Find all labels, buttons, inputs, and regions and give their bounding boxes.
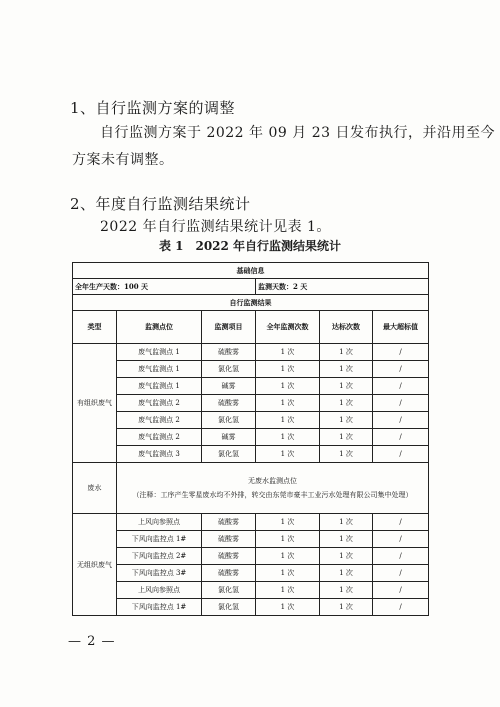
cell-max: / (373, 412, 429, 429)
cell-compliant: 1 次 (320, 429, 373, 446)
cell-point: 上风向参照点 (117, 582, 202, 599)
wastewater-line1: 无废水监测点位 (248, 477, 297, 485)
cell-max: / (373, 531, 429, 548)
table-row (73, 463, 429, 514)
cell-max: / (373, 446, 429, 463)
cell-count: 1 次 (256, 446, 320, 463)
cell-item: 硫酸雾 (202, 565, 256, 582)
unorganized-type-label: 无组织废气 (73, 514, 117, 616)
cell-max: / (373, 599, 429, 616)
table-row (73, 378, 429, 395)
cell-count: 1 次 (256, 361, 320, 378)
cell-compliant: 1 次 (320, 548, 373, 565)
table-row (73, 514, 429, 531)
page-number: — 2 — (68, 634, 116, 649)
cell-max: / (373, 548, 429, 565)
cell-point: 废气监测点 1 (117, 361, 202, 378)
header-item: 监测项目 (202, 311, 256, 344)
cell-max: / (373, 361, 429, 378)
cell-point: 废气监测点 3 (117, 446, 202, 463)
cell-compliant: 1 次 (320, 531, 373, 548)
cell-item: 硫酸雾 (202, 531, 256, 548)
header-point: 监测点位 (117, 311, 202, 344)
cell-item: 氯化氢 (202, 599, 256, 616)
cell-max: / (373, 395, 429, 412)
table-row (73, 531, 429, 548)
cell-point: 废气监测点 2 (117, 429, 202, 446)
cell-item: 氯化氢 (202, 361, 256, 378)
table-row (73, 412, 429, 429)
cell-point: 下风向监控点 2# (117, 548, 202, 565)
cell-item: 氯化氢 (202, 412, 256, 429)
cell-compliant: 1 次 (320, 361, 373, 378)
cell-max: / (373, 582, 429, 599)
header-compliant: 达标次数 (320, 311, 373, 344)
section1-paragraph-line2: 方案未有调整。 (72, 152, 174, 168)
table-row (73, 582, 429, 599)
cell-compliant: 1 次 (320, 565, 373, 582)
cell-max: / (373, 514, 429, 531)
cell-count: 1 次 (256, 514, 320, 531)
cell-compliant: 1 次 (320, 514, 373, 531)
table-row (73, 548, 429, 565)
cell-compliant: 1 次 (320, 412, 373, 429)
cell-item: 氯化氢 (202, 582, 256, 599)
table-row (73, 344, 429, 361)
table-row (73, 446, 429, 463)
table-row (73, 429, 429, 446)
cell-max: / (373, 344, 429, 361)
cell-max: / (373, 429, 429, 446)
cell-item: 硫酸雾 (202, 395, 256, 412)
cell-item: 硫酸雾 (202, 514, 256, 531)
cell-compliant: 1 次 (320, 599, 373, 616)
cell-point: 下风向监控点 3# (117, 565, 202, 582)
cell-max: / (373, 565, 429, 582)
cell-max: / (373, 378, 429, 395)
cell-item: 碱雾 (202, 378, 256, 395)
monitoring-days: 监测天数：2 天 (256, 279, 429, 295)
cell-item: 硫酸雾 (202, 548, 256, 565)
section2-heading: 2、年度自行监测结果统计 (70, 195, 251, 213)
cell-point: 废气监测点 2 (117, 395, 202, 412)
header-type: 类型 (73, 311, 117, 344)
cell-count: 1 次 (256, 395, 320, 412)
header-max-exceed: 最大超标值 (373, 311, 429, 344)
cell-count: 1 次 (256, 429, 320, 446)
header-count: 全年监测次数 (256, 311, 320, 344)
cell-compliant: 1 次 (320, 446, 373, 463)
cell-count: 1 次 (256, 548, 320, 565)
table-row (73, 599, 429, 616)
wastewater-line2: （注释：工序产生零星废水均不外排，转交由东莞市豪丰工业污水处理有限公司集中处理） (132, 491, 413, 499)
cell-count: 1 次 (256, 412, 320, 429)
table-row (73, 361, 429, 378)
cell-item: 硫酸雾 (202, 344, 256, 361)
cell-count: 1 次 (256, 531, 320, 548)
cell-compliant: 1 次 (320, 378, 373, 395)
cell-item: 碱雾 (202, 429, 256, 446)
cell-compliant: 1 次 (320, 395, 373, 412)
section1-paragraph-line1: 自行监测方案于 2022 年 09 月 23 日发布执行，并沿用至今 (100, 125, 495, 141)
cell-compliant: 1 次 (320, 344, 373, 361)
production-days: 全年生产天数：100 天 (73, 279, 256, 295)
cell-count: 1 次 (256, 378, 320, 395)
table-caption: 表 1 2022 年自行监测结果统计 (158, 239, 342, 253)
organized-type-label: 有组织废气 (73, 344, 117, 463)
cell-compliant: 1 次 (320, 582, 373, 599)
cell-count: 1 次 (256, 344, 320, 361)
table-row (73, 565, 429, 582)
cell-count: 1 次 (256, 599, 320, 616)
cell-point: 下风向监控点 1# (117, 531, 202, 548)
results-title: 自行监测结果 (73, 295, 429, 311)
cell-count: 1 次 (256, 565, 320, 582)
cell-point: 下风向监控点 1# (117, 599, 202, 616)
monitoring-results-table (72, 262, 429, 616)
table-row (73, 395, 429, 412)
cell-item: 氯化氢 (202, 446, 256, 463)
section2-paragraph: 2022 年自行监测结果统计见表 1。 (100, 219, 331, 235)
cell-point: 废气监测点 1 (117, 344, 202, 361)
section1-heading: 1、自行监测方案的调整 (70, 99, 236, 117)
wastewater-type-label: 废水 (73, 463, 117, 514)
cell-point: 废气监测点 2 (117, 412, 202, 429)
wastewater-note-cell (117, 463, 429, 514)
basic-info-title: 基础信息 (73, 263, 429, 279)
cell-count: 1 次 (256, 582, 320, 599)
cell-point: 上风向参照点 (117, 514, 202, 531)
cell-point: 废气监测点 1 (117, 378, 202, 395)
